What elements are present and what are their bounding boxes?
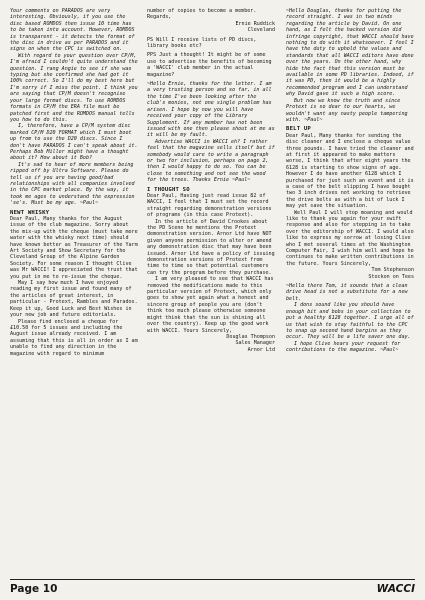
letter-paragraph: Well Paul I will stop moaning and would like to thank you again for your swift response and also for stepping in to take over the editorship of WACCI. I would also like to express my sorrow at losing Clive who I met several times at the Washington Computer Fair, I wish him well and hope he continues to make written contributions in the future. Yours Sincerely, [286,209,414,267]
postscript: PS Will I receive lists of PD discs, library books etc? [147,36,257,50]
editor-reply: Advertise WACCI in WACCI eh? I rather feel that the magazine sells itself but if somebody would care to write a paragraph or two for inclusion, perhaps on page 2, then I would happy to do so. You can be close to something and not see the wood for the trees. Thanks Ernie ~Paul~ [147,138,275,184]
section-heading: NEWT WHISKY [10,209,50,216]
section-heading: I THOUGHT SO [147,186,190,193]
signature-place: Cleveland [247,27,275,34]
paragraph: With regard to your question over CP/M, I'm afraid I couldn't quite understand the question. I rang Angie to see if she was typing but she confirmed she had got it 100% correct. So I'll do my best here but I'm sorry if I miss the point. I think you are saying that CP/M doesn't recognise your large format discs. To use ROMDOS formats in CP/M the ERA file must be patched first and the ROMDOS manual tells you how to do this. [10,52,138,123]
page-number: Page 10 [10,583,58,595]
editor-reply: ~Hello Douglas, thanks for putting the record straight. I was in two minds regarding the article by David. On one hand, as I felt the hacked version did infringe copyright, that WACCI should have nothing to do with it whatsoever. I feel I have the duty to uphold the values and standards that all WACCI editors have done over the years. On the other hand, why hide the fact that this version must be available in some PD libraries. Indeed, if it was PD, then it would be a highly recommended program and I can understand why David gave it such a high score. [286,8,414,98]
magazine-name: WACCI [376,583,415,595]
footer-rule [10,579,415,580]
editor-reply: I dons sound like you should have enough bit and bobs in your collection to put a healthy 6128 together. I urge all of us that wish to stay faithful to the CPC to snap up second hand bargins as they occur. They will be a life saver one day. [286,302,414,341]
signature-company: Arnor Ltd [247,346,275,353]
letter-paragraph: Dear Paul, Many thanks for the August issue of the club magazine. Sorry about the mix-up with the cheque (must take more water with the whisky next time) should have known better as Treasurer of the Yarm Art Society and Show Secretary for the Cleveland Group of the Alpine Garden Society. For some reason I thought Clive was Mr WACCI! I appreciated the trust that you put in me to re-issue the cheque. [10,216,138,280]
letter-paragraph: I am very pleased to see that WACCI has removed the modifications made to this particular version of Protext, which only goes to show yet again what a honest and sincere group of people you are (don't think too much please otherwise someone might think that the sun is shining all over the country). Keep up the good work with WACCI. Yours Sincerely, [147,276,274,334]
letter-paragraph: Dear Paul, Many thanks for sending the disc cleaner and I enclose a cheque value three pounds. I have tried the cleaner and at first it appeared to make matters worse, I think that after eight years the 6128 is starting to show signs of age. However I do have another 6128 which I purchased for just such an event and it is a case of the belt slipping I have bought two 3 inch drives not working to retrieve the drive belts as with a bit of luck I may yet save the situation. [286,132,414,210]
paragraph: I, therefore, have a CP/M system disc marked CP/M D20 FORMAT which I must boot up from to use the D20 discs. Since I don't have PARADOS I can't speak about it. Perhaps Bob Miller might have a thought about it? How about it Bob? [10,123,138,162]
letter-paragraph: Please find enclosed a cheque for £10.50 for 5 issues and including the August issue already received. I am assuming that this is all in order as I am unable to find any direction in the magazine with regard to minimum [10,318,138,357]
letter-paragraph: In the article of David Crookes about the PD Scene he mentions the Protext demonstration version. Arnor Ltd have NOT given anyone permission to alter or amend any demonstration disc that may have been issued. Arnor Ltd have a policy of issuing demonstration versions of Protext from time to time so that potential customers can try the program before they purchase. [147,218,275,276]
paragraph: Your comments on PARADOS are very interesting. Obviously, if you use the disc based ROMDOS then issue 10 time has to be taken into account. However, ROMDOS is transparent - it detects the format of the disc in drive as per PARADOS and it signs on when the CPC is switched on. [10,8,135,53]
letter-paragraph: Dear Paul, Having just read issue 82 of WACCI, I feel that I must set the record straight regarding demonstration versions of programs (in this case Protext). [147,192,272,219]
signature-place: Stockon on Tees [368,273,414,280]
section-heading: BELT UP [286,126,311,133]
signature-name: Ernie Ruddick [235,20,275,27]
paragraph: It's sad to hear of more members being ripped off by Ultra Software. Please do tell us if you are having good/bad relationships with all companies involved in the CPC market place. By the way, it took me ages to understand the expression 'se's. Must be my age. ~Paul~ [10,161,135,207]
editor-reply: ~Hello Ernie, thanks for the letter. I am a very trusting person and so far, in all the time I've been looking after the club's monies, not one single problem has arisen. I hope by now you will have received your copy of the Library Supplement. If any member has not been issued with one then please shout at me as it will be my fault. [147,81,275,139]
editor-reply: ~Hello there Tom, it sounds that a clean drive head is not a substitute for a new belt. [286,283,408,302]
signature-name: Douglas Thompson [226,333,275,340]
editor-reply: But now we know the truth and since Protext is so dear to our hearts, we wouldn't want any nasty people tampering with. ~Paul~ [286,97,408,123]
column-left [10,8,138,357]
signature-name: Tom Stephenson [371,267,414,274]
letter-paragraph: number of copies to become a member. Regards, [147,8,257,21]
column-right [286,8,414,354]
column-middle [147,8,275,353]
signature-title: Sales Manager [235,340,275,347]
letter-paragraph: May I say how much I have enjoyed reading my first issue and found many of the articles of great interest, in particular - Protext, Rambles and Parados. Keep it up, Good Luck and Best Wishes in your new job and future editorials. [10,280,138,319]
postscript: PPS Just a thought! It might be of some use to advertise the benefits of becoming a 'WACCI' club member in the actual magazine? [147,52,272,78]
editor-reply: I hope Clive hears your request for contributions to the magazine. ~Paul~ [286,340,401,354]
